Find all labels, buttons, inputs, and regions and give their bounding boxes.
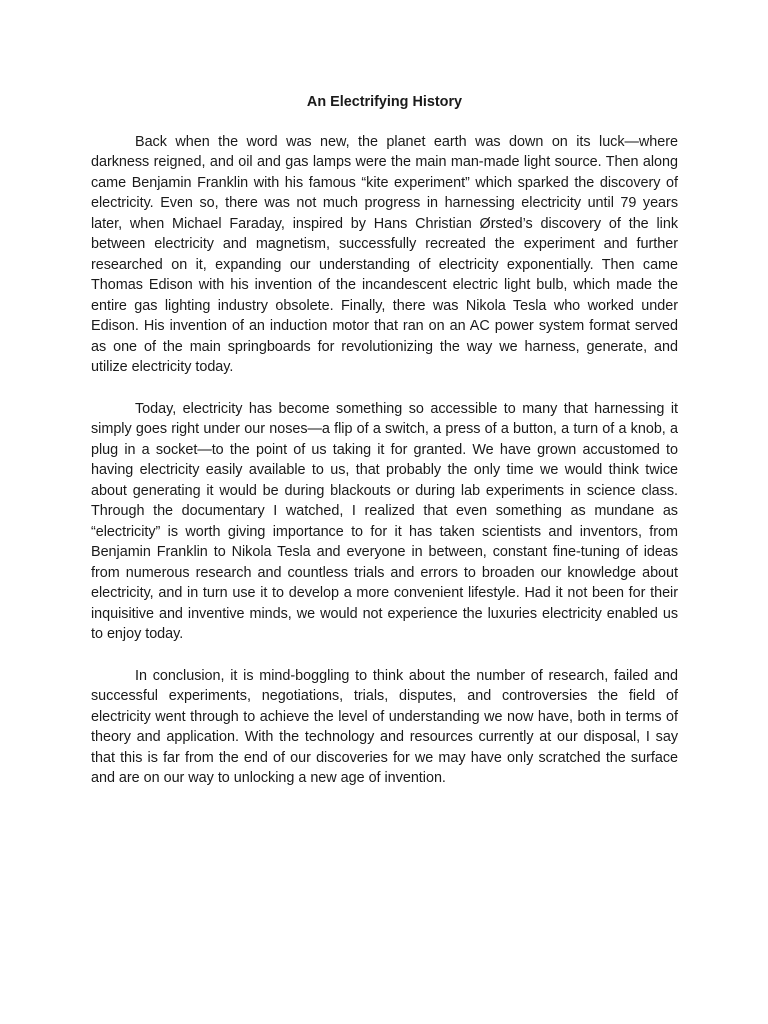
document-body [91,92,678,810]
paragraph-2: Today, electricity has become something so accessible to many that harnessing it simply goes right under our noses—a flip of a switch, a press of a button, a turn of a knob, a plug in a socket—to the point of us taking it for granted. We have grown accustomed to having electricity easily available to us, that probably the only time we would think twice about generating it would be during blackouts or during lab experiments in science class. Through the documentary I watched, I realized that even something as mundane as “electricity” is worth giving importance to for it has taken scientists and inventors, from Benjamin Franklin to Nikola Tesla and everyone in between, constant fine-tuning of ideas from numerous research and countless trials and errors to broaden our knowledge about electricity, and in turn use it to develop a more convenient lifestyle. Had it not been for their inquisitive and inventive minds, we would not experience the luxuries electricity enabled us to enjoy today. [91,400,678,642]
paragraph-1: Back when the word was new, the planet earth was down on its luck—where darkness reigned, and oil and gas lamps were the main man-made light source. Then along came Benjamin Franklin with his famous “kite experiment” which sparked the discovery of electricity. Even so, there was not much progress in harnessing electricity until 79 years later, when Michael Faraday, inspired by Hans Christian Ørsted’s discovery of the link between electricity and magnetism, successfully recreated the experiment and further researched on it, expanding our understanding of electricity exponentially. Then came Thomas Edison with his invention of the incandescent electric light bulb, which made the entire gas lighting industry obsolete. Finally, there was Nikola Tesla who worked under Edison. His invention of an induction motor that ran on an AC power system format served as one of the main springboards for revolutionizing the way we harness, generate, and utilize electricity today. [91,133,678,375]
document-title: An Electrifying History [306,94,463,110]
paragraph-3: In conclusion, it is mind-boggling to think about the number of research, failed and successful experiments, negotiations, trials, disputes, and controversies the field of electricity went through to achieve the level of understanding we now have, both in terms of theory and application. With the technology and resources currently at our disposal, I say that this is far from the end of our discoveries for we may have only scratched the surface and are on our way to unlocking a new age of invention. [91,667,678,786]
